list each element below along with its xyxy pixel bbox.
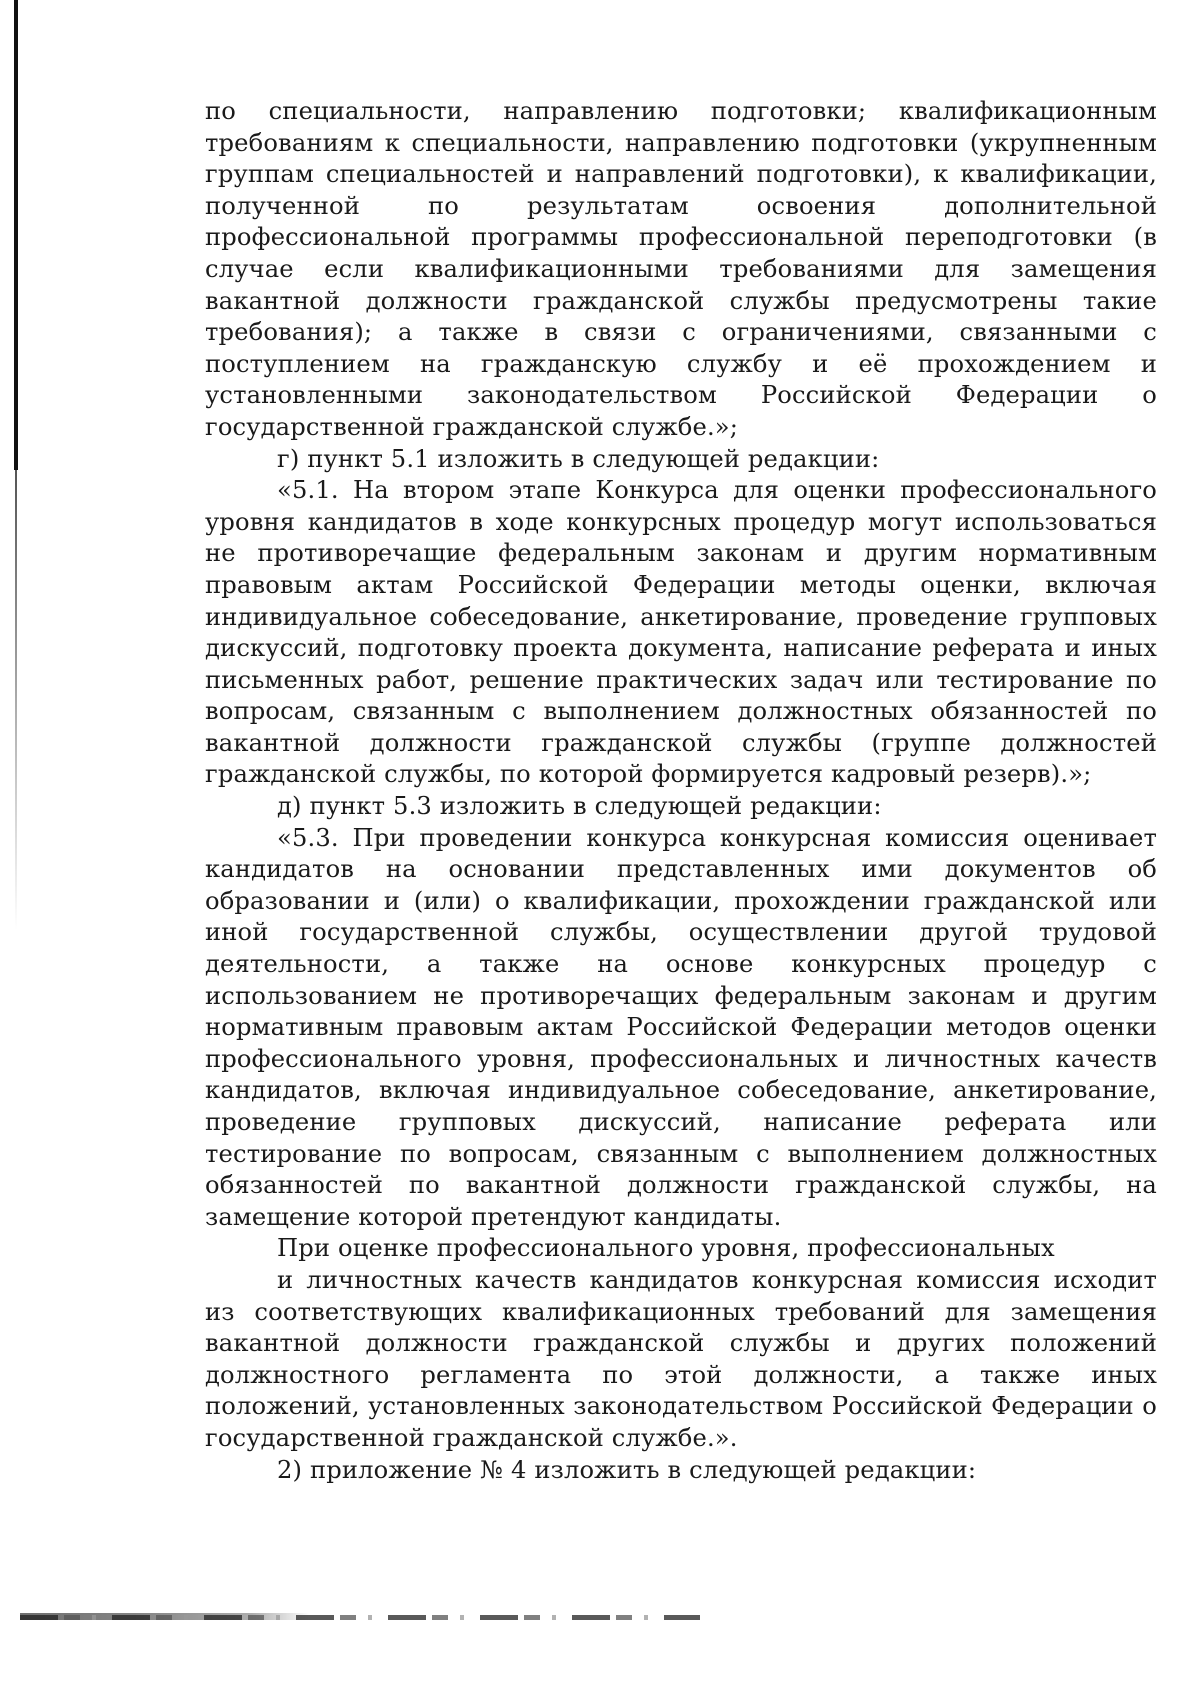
paragraph-clause-5-3: «5.3. При проведении конкурса конкурсная комиссия оценивает кандидатов на основании представленных ими документов об образовании и (или) о квалификации, прохождении гражданской или иной государственной службы, осуществлении другой трудовой деятельности, а также на основе конкурсных процедур с использованием не противоречащих федеральным законам и другим нормативным правовым актам Российской Федерации методов оценки профессионального уровня, профессиональных и личностных качеств кандидатов, включая индивидуальное собеседование, анкетирование, проведение групповых дискуссий, написание реферата или тестирование по вопросам, связанным с выполнением должностных обязанностей по вакантной должности гражданской службы, на замещение которой претендуют кандидаты. — [205, 823, 1157, 1231]
paragraph-item-2: 2) приложение № 4 изложить в следующей редакции: — [277, 1455, 977, 1484]
scan-edge-artifact-faint — [15, 470, 17, 930]
paragraph-clause-5-1: «5.1. На втором этапе Конкурса для оценки профессионального уровня кандидатов в ходе конкурсных процедур могут использоваться не противоречащие федеральным законам и другим нормативным правовым актам Российской Федерации методы оценки, включая индивидуальное собеседование, анкетирование, проведение групповых дискуссий, подготовку проекта документа, написание реферата и иных письменных работ, решение практических задач или тестирование по вопросам, связанным с выполнением должностных обязанностей по вакантной должности гражданской службы (группе должностей гражданской службы, по которой формируется кадровый резерв).»; — [205, 476, 1157, 789]
paragraph-assessment-intro: При оценке профессионального уровня, профессиональных — [277, 1234, 1055, 1263]
scan-bottom-artifact-faint — [20, 1615, 700, 1620]
paragraph-continuation: по специальности, направлению подготовки; квалификационным требованиям к специальности, направлению подготовки (укрупненным группам специальностей и направлений подготовки), к квалификации, полученной по результатам освоения дополнительной профессиональной программы профессиональной переподготовки (в случае если квалификационными требованиями для замещения вакантной должности гражданской службы предусмотрены такие требования); а также в связи с ограничениями, связанными с поступлением на гражданскую службу и её прохождением и установленными законодательством Российской Федерации о государственной гражданской службе.»; — [205, 97, 1157, 441]
document-body — [205, 96, 1157, 1486]
scan-edge-artifact — [14, 0, 18, 470]
paragraph-item-g: г) пункт 5.1 изложить в следующей редакции: — [277, 444, 880, 473]
paragraph-item-d: д) пункт 5.3 изложить в следующей редакции: — [277, 792, 882, 821]
paragraph-assessment-body: и личностных качеств кандидатов конкурсная комиссия исходит из соответствующих квалификационных требований для замещения вакантной должности гражданской службы и других положений должностного регламента по этой должности, а также иных положений, установленных законодательством Российской Федерации о государственной гражданской службе.». — [205, 1265, 1157, 1452]
